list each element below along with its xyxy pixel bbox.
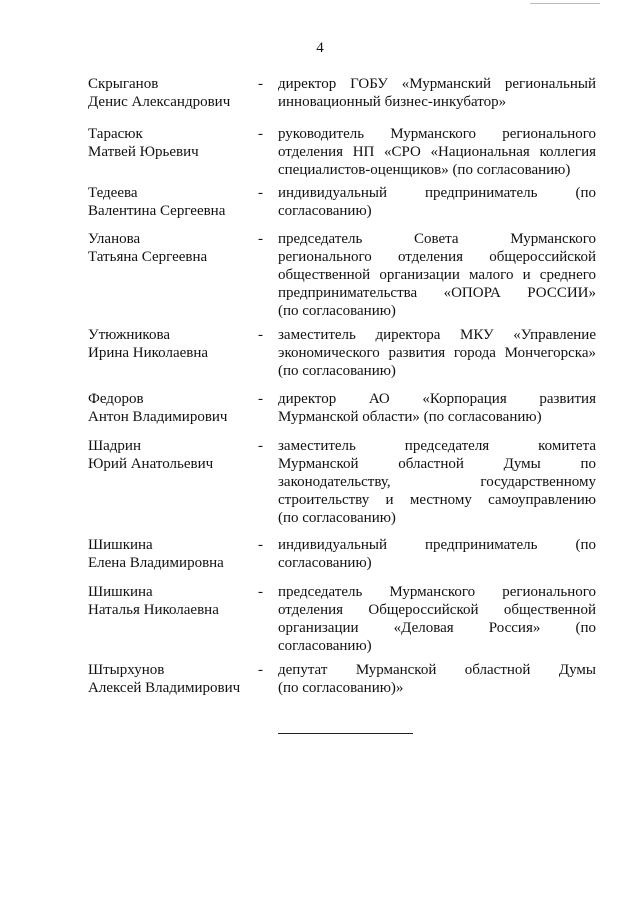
member-given-names: Ирина Николаевна bbox=[88, 345, 209, 361]
member-surname: Шишкина bbox=[88, 537, 153, 553]
entry-dash: - bbox=[258, 662, 263, 678]
entry-dash: - bbox=[258, 126, 263, 142]
entry-dash: - bbox=[258, 231, 263, 247]
role-line: Мурманской областной Думы по bbox=[278, 456, 596, 472]
member-surname: Тарасюк bbox=[88, 126, 143, 142]
role-line: инновационный бизнес-инкубатор» bbox=[278, 94, 507, 110]
member-given-names: Алексей Владимирович bbox=[88, 680, 241, 696]
page-number: 4 bbox=[316, 40, 324, 56]
member-surname: Утюжникова bbox=[88, 327, 170, 343]
role-line: согласованию) bbox=[278, 555, 372, 571]
role-line: индивидуальный предприниматель (по bbox=[278, 185, 596, 201]
role-line: директор ГОБУ «Мурманский региональный bbox=[278, 76, 596, 92]
role-line: (по согласованию) bbox=[278, 510, 396, 526]
member-surname: Шадрин bbox=[88, 438, 141, 454]
member-role bbox=[278, 125, 596, 179]
entry-dash: - bbox=[258, 76, 263, 92]
entry-dash: - bbox=[258, 185, 263, 201]
member-name bbox=[88, 230, 258, 266]
member-role bbox=[278, 230, 596, 320]
member-name bbox=[88, 661, 258, 697]
member-surname: Штырхунов bbox=[88, 662, 165, 678]
role-line: председатель Совета Мурманского bbox=[278, 231, 596, 247]
member-given-names: Наталья Николаевна bbox=[88, 602, 219, 618]
entry-dash: - bbox=[258, 327, 263, 343]
role-line: регионального отделения общероссийской bbox=[278, 249, 596, 265]
member-name bbox=[88, 437, 258, 473]
role-line: организации «Деловая Россия» (по bbox=[278, 620, 596, 636]
role-line: руководитель Мурманского регионального bbox=[278, 126, 596, 142]
member-role bbox=[278, 437, 596, 527]
role-line: заместитель директора МКУ «Управление bbox=[278, 327, 596, 343]
member-surname: Федоров bbox=[88, 391, 144, 407]
role-line: отделения НП «СРО «Национальная коллегия bbox=[278, 144, 596, 160]
role-line: согласованию) bbox=[278, 638, 372, 654]
member-role bbox=[278, 326, 596, 380]
member-surname: Тедеева bbox=[88, 185, 138, 201]
role-line: депутат Мурманской областной Думы bbox=[278, 662, 596, 678]
member-name bbox=[88, 390, 258, 426]
member-role bbox=[278, 583, 596, 655]
member-role bbox=[278, 661, 596, 697]
role-line: (по согласованию) bbox=[278, 303, 396, 319]
member-surname: Скрыганов bbox=[88, 76, 159, 92]
role-line: председатель Мурманского регионального bbox=[278, 584, 596, 600]
member-name bbox=[88, 75, 258, 111]
member-given-names: Юрий Анатольевич bbox=[88, 456, 214, 472]
role-line: заместитель председателя комитета bbox=[278, 438, 596, 454]
role-line: Мурманской области» (по согласованию) bbox=[278, 409, 542, 425]
role-line: общественной организации малого и среднего bbox=[278, 267, 596, 283]
member-role bbox=[278, 536, 596, 572]
member-surname: Шишкина bbox=[88, 584, 153, 600]
member-role bbox=[278, 184, 596, 220]
entry-dash: - bbox=[258, 584, 263, 600]
entry-dash: - bbox=[258, 438, 263, 454]
member-name bbox=[88, 583, 258, 619]
member-given-names: Валентина Сергеевна bbox=[88, 203, 226, 219]
member-given-names: Денис Александрович bbox=[88, 94, 231, 110]
top-edge-line bbox=[530, 3, 600, 4]
role-line: (по согласованию) bbox=[278, 363, 396, 379]
role-line: согласованию) bbox=[278, 203, 372, 219]
entry-dash: - bbox=[258, 537, 263, 553]
member-name bbox=[88, 125, 258, 161]
member-name bbox=[88, 326, 258, 362]
role-line: специалистов-оценщиков» (по согласованию) bbox=[278, 162, 571, 178]
role-line: директор АО «Корпорация развития bbox=[278, 391, 596, 407]
role-line: отделения Общероссийской общественной bbox=[278, 602, 596, 618]
role-line: предпринимательства «ОПОРА РОССИИ» bbox=[278, 285, 596, 301]
member-given-names: Татьяна Сергеевна bbox=[88, 249, 208, 265]
role-line: (по согласованию)» bbox=[278, 680, 404, 696]
member-name bbox=[88, 536, 258, 572]
role-line: индивидуальный предприниматель (по bbox=[278, 537, 596, 553]
member-given-names: Антон Владимирович bbox=[88, 409, 228, 425]
member-given-names: Матвей Юрьевич bbox=[88, 144, 199, 160]
end-rule bbox=[278, 733, 413, 734]
member-role bbox=[278, 75, 596, 111]
role-line: строительству и местному самоуправлению bbox=[278, 492, 596, 508]
member-name bbox=[88, 184, 258, 220]
role-line: экономического развития города Мончегорска» bbox=[278, 345, 596, 361]
member-role bbox=[278, 390, 596, 426]
role-line: законодательству, государственному bbox=[278, 474, 596, 490]
member-surname: Уланова bbox=[88, 231, 141, 247]
entry-dash: - bbox=[258, 391, 263, 407]
member-given-names: Елена Владимировна bbox=[88, 555, 224, 571]
